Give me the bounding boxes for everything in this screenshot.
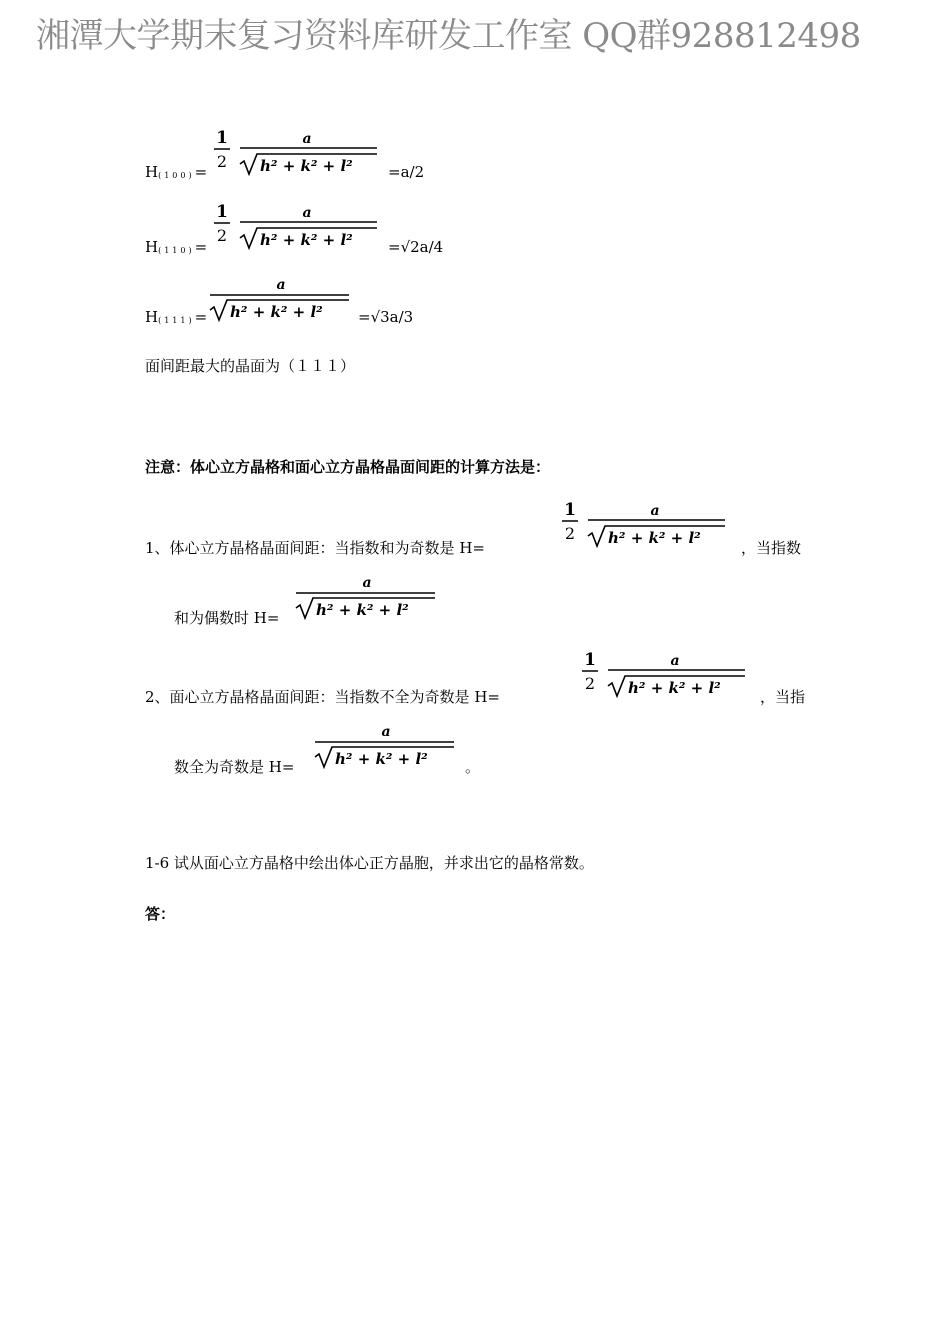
item2-text-c: 数全为奇数是 H= (174, 758, 295, 776)
formula-half (560, 498, 730, 552)
svg-text:2: 2 (216, 226, 228, 245)
svg-text:2: 2 (584, 674, 596, 693)
svg-text:a: a (670, 653, 680, 669)
formula-simple (311, 723, 461, 771)
h111-result: =√3a/3 (358, 308, 414, 326)
formula-half (212, 126, 382, 180)
formula-half (580, 648, 750, 702)
svg-text:h² + k² + l²: h² + k² + l² (260, 231, 353, 249)
conclusion-text: 面间距最大的晶面为（１１１） (145, 357, 356, 375)
svg-text:a: a (381, 724, 391, 740)
svg-text:h² + k² + l²: h² + k² + l² (260, 157, 353, 175)
svg-text:a: a (276, 277, 286, 293)
svg-text:h² + k² + l²: h² + k² + l² (230, 303, 323, 321)
question-text: 1-6 试从面心立方晶格中绘出体心正方晶胞，并求出它的晶格常数。 (145, 854, 594, 872)
item2-text-a: 2、面心立方晶格晶面间距：当指数不全为奇数是 H= (145, 688, 500, 706)
svg-text:a: a (362, 575, 372, 591)
svg-text:1: 1 (216, 202, 228, 222)
answer-label: 答： (145, 905, 176, 923)
svg-text:h² + k² + l²: h² + k² + l² (628, 679, 721, 697)
svg-text:1: 1 (584, 650, 596, 670)
item1-text-a: 1、体心立方晶格晶面间距：当指数和为奇数是 H= (145, 539, 485, 557)
svg-text:1: 1 (216, 128, 228, 148)
h100-label: H(100)= (145, 163, 208, 181)
svg-text:2: 2 (564, 524, 576, 543)
svg-text:h² + k² + l²: h² + k² + l² (335, 750, 428, 768)
h111-label: H(111)= (145, 308, 208, 326)
svg-text:2: 2 (216, 152, 228, 171)
item1-text-b: ，当指数 (741, 539, 802, 557)
h100-result: =a/2 (388, 163, 425, 181)
svg-text:a: a (650, 503, 660, 519)
h110-result: =√2a/4 (388, 238, 444, 256)
item2-text-b: ，当指 (760, 688, 806, 706)
item2-end: 。 (465, 758, 481, 776)
svg-text:a: a (302, 205, 312, 221)
item1-text-c: 和为偶数时 H= (174, 609, 280, 627)
note-title: 注意：体心立方晶格和面心立方晶格晶面间距的计算方法是： (145, 458, 551, 476)
formula-half (212, 200, 382, 254)
svg-text:h² + k² + l²: h² + k² + l² (316, 601, 409, 619)
h110-label: H(110)= (145, 238, 208, 256)
formula-simple (206, 276, 356, 324)
formula-simple (292, 574, 442, 622)
svg-text:h² + k² + l²: h² + k² + l² (608, 529, 701, 547)
svg-text:1: 1 (564, 500, 576, 520)
svg-text:a: a (302, 131, 312, 147)
watermark: 湘潭大学期末复习资料库研发工作室 QQ群928812498 (36, 16, 861, 56)
